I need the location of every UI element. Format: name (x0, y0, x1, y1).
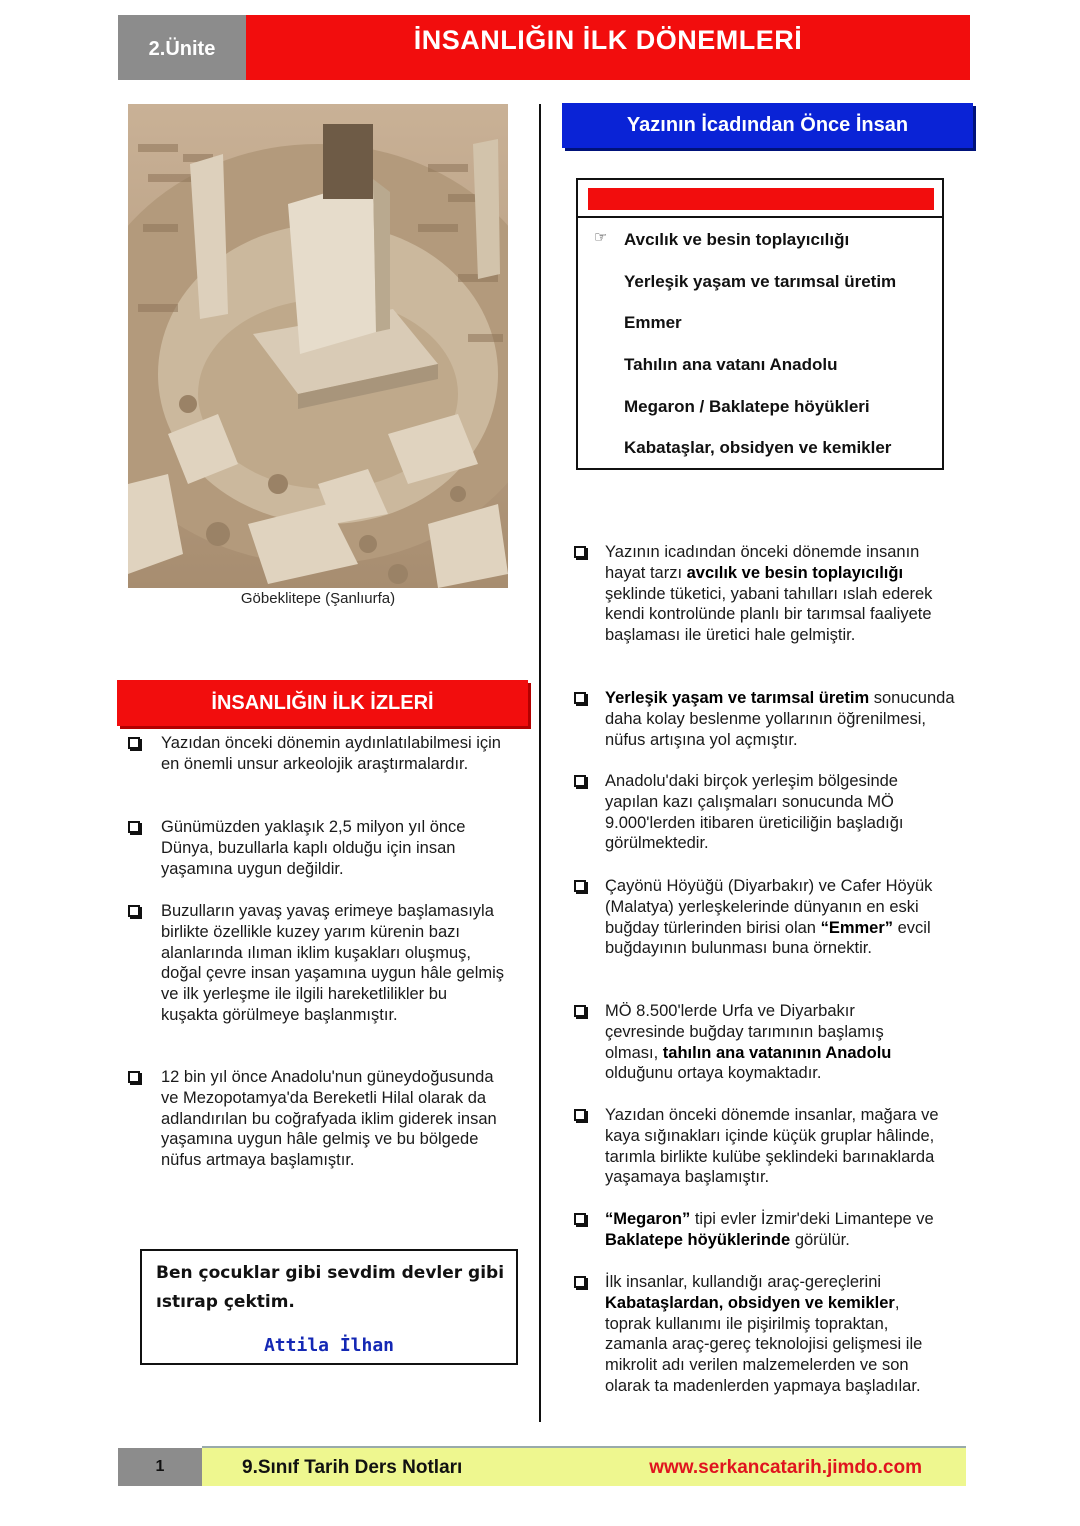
keyword-item: Avcılık ve besin toplayıcılığı (624, 230, 850, 249)
bold-run: “Emmer” (820, 918, 894, 937)
text-run: evcil buğdayının bulunması buna örnektir. (605, 918, 931, 958)
text-run: sonucunda daha kolay beslenme yollarının öğrenilmesi, nüfus artışına yol açmıştır. (605, 689, 955, 749)
text-run: Çayönü Höyüğü (Diyarbakır) ve Cafer Höyük (Malatya) yerleşkelerinde dünyanın en eski buğday türlerinden birisi olan (605, 877, 933, 937)
bold-run: avcılık ve besin toplayıcılığı (686, 563, 904, 582)
pointing-hand-icon: ☞ (594, 229, 608, 246)
bold-run: Yerleşik yaşam ve tarımsal üretim (605, 689, 870, 707)
keyword-item: Yerleşik yaşam ve tarımsal üretim (624, 272, 897, 291)
text-run: Anadolu'daki birçok yerleşim bölgesinde yapılan kazı çalışmaları sonucunda MÖ 9.000'lerden itibaren üreticiliğin başladığı görülmektedir. (605, 772, 904, 853)
text-run: İlk insanlar, kullandığı araç-gereçlerini (605, 1273, 882, 1291)
bullet-icon (574, 1276, 586, 1288)
right-paragraph-8 (605, 1272, 940, 1397)
bullet-icon (574, 692, 586, 704)
column-divider (539, 104, 541, 1422)
text-run: şeklinde tüketici, yabani tahılları ıslah ederek kendi kontrolünde planlı bir tarımsal faaliyete başlaması ile üretici hale gelmiştir. (605, 584, 933, 645)
page-title: İNSANLIĞIN İLK DÖNEMLERİ (246, 15, 970, 80)
keyword-box-header-bar (588, 188, 934, 210)
footer-website-link[interactable]: www.serkancatarih.jimdo.com (649, 1457, 922, 1478)
section-title-ilk-izler: İNSANLIĞIN İLK İZLERİ (117, 680, 528, 726)
bullet-icon (574, 1109, 586, 1121)
quote-text: Ben çocuklar gibi sevdim devler gibi ıstırap çektim. (156, 1263, 505, 1312)
text-run: Yazının icadından önceki dönemde insanın hayat tarzı (605, 543, 920, 582)
right-paragraph-7 (605, 1209, 955, 1251)
left-paragraph-3: Buzulların yavaş yavaş erimeye başlamasıyla birlikte özellikle kuzey yarım kürenin bazı alanlarında ılıman iklim kuşakları oluşmuş, doğal çevre insan yaşamına uygun hâle gelmiş ve ilk yerleşme ile ilgili hareketlilikler bu kuşakta görülmeye başlanmıştır. (161, 902, 505, 1024)
bullet-icon (128, 905, 140, 917)
bold-run: tahılın ana vatanının Anadolu (662, 1043, 892, 1062)
bold-run: Kabataşlardan, obsidyen ve kemikler (605, 1293, 895, 1312)
bold-run: Baklatepe höyüklerinde (605, 1230, 791, 1249)
bullet-icon (128, 821, 140, 833)
right-paragraph-4 (605, 876, 950, 959)
bullet-icon (574, 775, 586, 787)
keyword-item: Tahılın ana vatanı Anadolu (624, 355, 838, 374)
keyword-box (576, 178, 944, 470)
page-number: 1 (118, 1448, 202, 1486)
footer-course-title: 9.Sınıf Tarih Ders Notları (242, 1457, 463, 1478)
keyword-item: Kabataşlar, obsidyen ve kemikler (624, 438, 892, 457)
quote-author: Attila İlhan (263, 1335, 395, 1356)
keyword-item: Megaron / Baklatepe höyükleri (624, 397, 870, 416)
unit-label: 2.Ünite (118, 15, 246, 80)
text-run: Yazıdan önceki dönemde insanlar, mağara ve kaya sığınakları içinde küçük gruplar hâlinde, tarımla birlikte kulübe şeklindeki barınaklarda yaşamaya başlamıştır. (605, 1106, 939, 1187)
bullet-icon (574, 1005, 586, 1017)
left-paragraph-1: Yazıdan önceki dönemin aydınlatılabilmesi için en önemli unsur arkeolojik araştırmalardır. (161, 734, 501, 773)
text-run: görülür. (790, 1230, 850, 1249)
right-paragraph-3 (605, 771, 940, 854)
left-paragraph-2: Günümüzden yaklaşık 2,5 milyon yıl önce Dünya, buzullarla kaplı olduğu için insan yaşamına uygun değildir. (161, 818, 466, 878)
text-run: , toprak kullanımı ile pişirilmiş topraktan, zamanla araç-gereç teknolojisi gelişmesi ile mikrolit adı verilen malzemelerden ve son olarak ta madenlerden yapmaya başladılar. (605, 1293, 923, 1395)
bold-run: “Megaron” (605, 1210, 691, 1228)
gobeklitepe-photo (128, 104, 508, 588)
bullet-icon (128, 1071, 140, 1083)
text-run: olduğunu ortaya koymaktadır. (605, 1064, 822, 1083)
section-title-yazidan-once: Yazının İcadından Önce İnsan (562, 103, 973, 148)
text-run: tipi evler İzmir'deki Limantepe ve (690, 1210, 934, 1228)
quote-box (140, 1249, 518, 1365)
keyword-box-separator (578, 216, 942, 218)
keyword-item: Emmer (624, 313, 682, 332)
bullet-icon (574, 546, 586, 558)
right-paragraph-6 (605, 1105, 955, 1188)
footer-bar (202, 1448, 966, 1486)
bullet-icon (574, 880, 586, 892)
right-paragraph-5 (605, 1001, 935, 1084)
right-paragraph-2 (605, 688, 955, 750)
bullet-icon (128, 737, 140, 749)
left-paragraph-4: 12 bin yıl önce Anadolu'nun güneydoğusunda ve Mezopotamya'da Bereketli Hilal olarak da adlandırılan bu coğrafyada iklim giderek insan yaşamına uygun hâle gelmiş ve bu bölgede nüfus artmaya başlamıştır. (161, 1068, 497, 1170)
photo-caption: Göbeklitepe (Şanlıurfa) (240, 590, 396, 607)
right-paragraph-1 (605, 542, 935, 646)
bullet-icon (574, 1213, 586, 1225)
text-run: MÖ 8.500'lerde Urfa ve Diyarbakır çevresinde buğday tarımının başlamış olması, (605, 1002, 884, 1062)
